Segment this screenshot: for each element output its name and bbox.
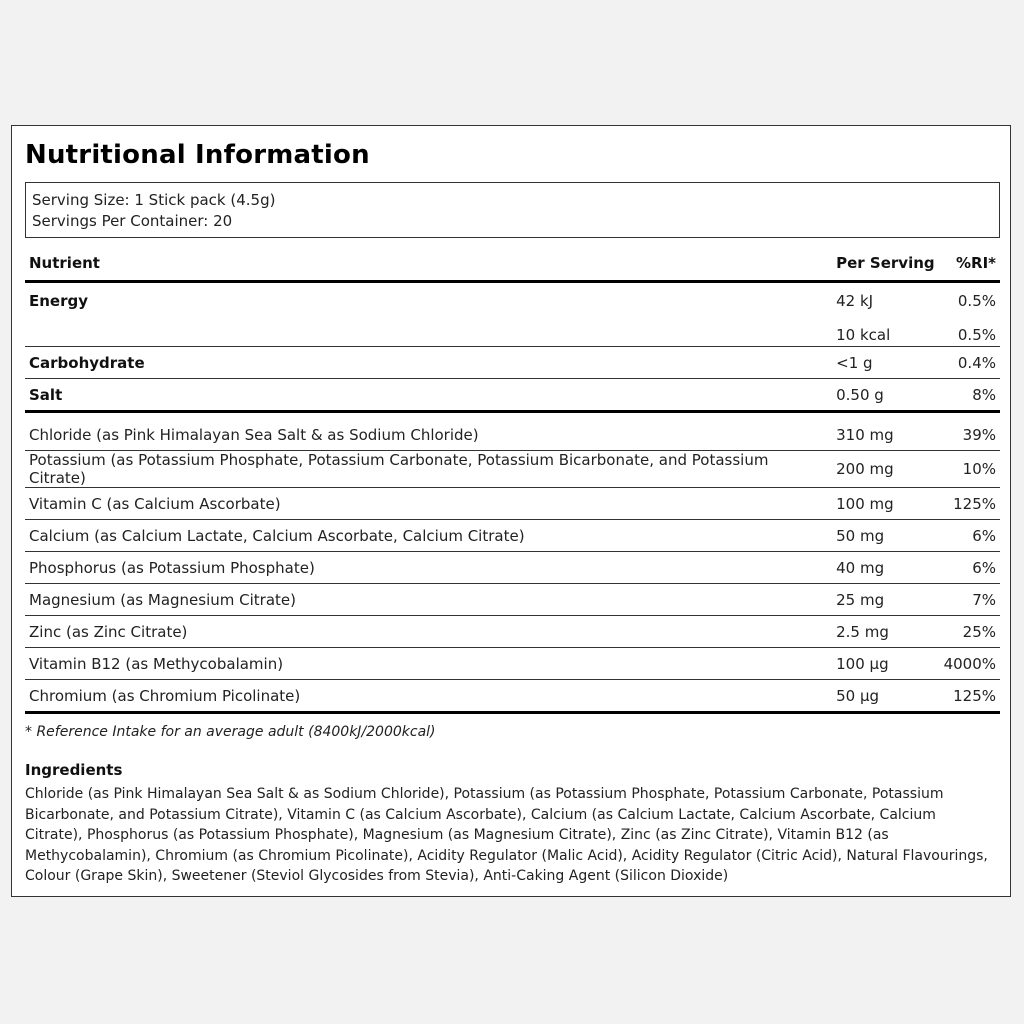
nutrient-name: Potassium (as Potassium Phosphate, Potassium Carbonate, Potassium Bicarbonate, and Potassium Citrate) [25, 451, 832, 488]
table-row [25, 488, 1000, 520]
ri-value: 6% [940, 552, 1000, 584]
table-row [25, 648, 1000, 680]
ri-value: 6% [940, 520, 1000, 552]
ri-value: 8% [940, 379, 1000, 412]
nutrient-name: Calcium (as Calcium Lactate, Calcium Ascorbate, Calcium Citrate) [25, 520, 832, 552]
table-spacer [25, 412, 1000, 420]
nutrient-name: Phosphorus (as Potassium Phosphate) [25, 552, 832, 584]
nutrition-panel [11, 125, 1011, 897]
per-serving-value: 50 µg [832, 680, 939, 713]
servings-per-container: Servings Per Container: 20 [32, 212, 233, 230]
header-nutrient: Nutrient [25, 246, 832, 282]
nutrient-name: Chloride (as Pink Himalayan Sea Salt & as Sodium Chloride) [25, 419, 832, 451]
ri-value: 10% [940, 451, 1000, 488]
table-row-carbohydrate [25, 347, 1000, 379]
per-serving-value: 10 kcal [832, 314, 939, 347]
table-row [25, 680, 1000, 713]
ri-value: 4000% [940, 648, 1000, 680]
per-serving-value: <1 g [832, 347, 939, 379]
serving-size: Serving Size: 1 Stick pack (4.5g) [32, 191, 276, 209]
header-per-serving: Per Serving [832, 246, 939, 282]
table-row-energy-kcal [25, 314, 1000, 347]
per-serving-value: 50 mg [832, 520, 939, 552]
nutrient-name: Salt [25, 379, 832, 412]
nutrient-name [25, 314, 832, 347]
table-row [25, 584, 1000, 616]
per-serving-value: 200 mg [832, 451, 939, 488]
nutrient-name: Carbohydrate [25, 347, 832, 379]
table-row [25, 520, 1000, 552]
ri-value: 125% [940, 488, 1000, 520]
table-header-row [25, 246, 1000, 282]
nutrient-name: Magnesium (as Magnesium Citrate) [25, 584, 832, 616]
table-row [25, 552, 1000, 584]
table-row [25, 451, 1000, 488]
per-serving-value: 100 µg [832, 648, 939, 680]
ri-value: 25% [940, 616, 1000, 648]
serving-info-box [25, 182, 1000, 238]
nutrient-name: Chromium (as Chromium Picolinate) [25, 680, 832, 713]
ri-value: 7% [940, 584, 1000, 616]
table-row-salt [25, 379, 1000, 412]
per-serving-value: 0.50 g [832, 379, 939, 412]
ri-value: 0.5% [940, 314, 1000, 347]
table-row [25, 419, 1000, 451]
ingredients-heading: Ingredients [25, 761, 123, 779]
per-serving-value: 310 mg [832, 419, 939, 451]
per-serving-value: 42 kJ [836, 292, 874, 310]
header-ri: %RI* [940, 246, 1000, 282]
ri-value: 0.5% [957, 292, 996, 310]
table-row [25, 616, 1000, 648]
nutrient-name: Energy [29, 292, 89, 310]
per-serving-value: 100 mg [832, 488, 939, 520]
nutrition-table [25, 246, 1000, 714]
per-serving-value: 40 mg [832, 552, 939, 584]
nutrient-name: Vitamin C (as Calcium Ascorbate) [25, 488, 832, 520]
ri-value: 39% [940, 419, 1000, 451]
page-title: Nutritional Information [25, 140, 370, 170]
ri-value: 125% [940, 680, 1000, 713]
table-row-energy-kj [25, 282, 1000, 315]
ri-footnote: * Reference Intake for an average adult (8400kJ/2000kcal) [25, 724, 436, 740]
nutrient-name: Vitamin B12 (as Methycobalamin) [25, 648, 832, 680]
per-serving-value: 2.5 mg [832, 616, 939, 648]
per-serving-value: 25 mg [832, 584, 939, 616]
ri-value: 0.4% [940, 347, 1000, 379]
nutrient-name: Zinc (as Zinc Citrate) [25, 616, 832, 648]
ingredients-text: Chloride (as Pink Himalayan Sea Salt & as Sodium Chloride), Potassium (as Potassium Phosphate, Potassium Carbonate, Potassium Bicarbonate, and Potassium Citrate), Vitamin C (as Calcium Ascorbate), Calcium (as Calcium Lactate, Calcium Ascorbate, Calcium Citrate), Phosphorus (as Potassium Phosphate), Magnesium (as Magnesium Citrate), Zinc (as Zinc Citrate), Vitamin B12 (as Methycobalamin), Chromium (as Chromium Picolinate), Acidity Regulator (Malic Acid), Acidity Regulator (Citric Acid), Natural Flavourings, Colour (Grape Skin), Sweetener (Steviol Glycosides from Stevia), Anti-Caking Agent (Silicon Dioxide) [25, 786, 988, 884]
